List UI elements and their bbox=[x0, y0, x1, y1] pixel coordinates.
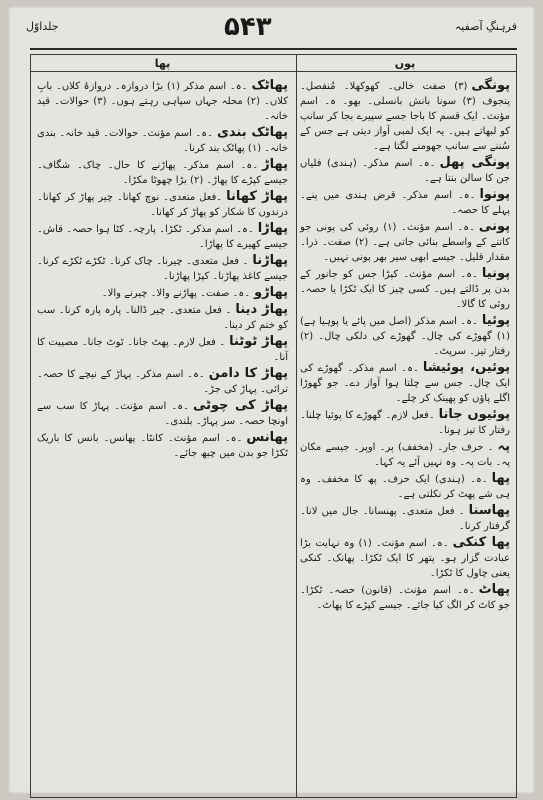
entry-headword: پھاڑ ٹوٹنا bbox=[229, 334, 288, 349]
right-entries bbox=[300, 78, 510, 613]
left-column-title: پھا bbox=[31, 55, 294, 72]
entry-headword: پھاڑنا bbox=[252, 253, 288, 268]
entry-definition: ۔ حرف جار۔ (مخفف) پر۔ اوپر۔ جیسے مکان پہ۔ بات پہ۔ وہ نہیں آئے یہ کہا۔ bbox=[300, 442, 510, 468]
dictionary-entry bbox=[300, 360, 510, 406]
dictionary-entry bbox=[37, 125, 288, 156]
entry-definition: ۔ہ۔ صفت۔ پھاڑنے والا۔ چیرنے والا۔ bbox=[101, 288, 251, 299]
dictionary-entry bbox=[300, 407, 510, 438]
entry-headword: پھاڑا bbox=[257, 221, 288, 236]
volume-label: جلداوّل bbox=[26, 20, 59, 33]
dictionary-entry bbox=[300, 219, 510, 265]
dictionary-entry bbox=[300, 439, 510, 470]
entry-definition: ۔ہ۔ اسم مذکر (اصل میں پائے یا پوہیا ہے) (۱) گھوڑے کی چال۔ گھوڑے کی دلکی چال۔ (۲) رفتار تیز۔ سرپٹ۔ bbox=[300, 316, 510, 357]
entry-headword: پھاڑو bbox=[254, 285, 288, 300]
entry-headword: پوئیں، پوئیشا bbox=[422, 360, 510, 375]
entry-headword: پونگی bbox=[471, 78, 510, 93]
entry-headword: پونیا bbox=[481, 266, 510, 281]
dictionary-entry bbox=[300, 313, 510, 359]
entry-headword: پھانس bbox=[246, 430, 288, 445]
dictionary-entry bbox=[37, 366, 288, 397]
entry-definition: ۔فعل لازم۔ گھوڑے کا پوئیا چلنا۔ رفتار کا تیز ہونا۔ bbox=[300, 410, 510, 436]
entry-definition: ۔ہ۔ اسم مذکر (۱) بڑا دروازہ۔ دروازۂ کلاں۔ بابِ کلاں۔ (۲) محلہ جہاں سپاہی رہتے ہوں۔ (۳) حوالات۔ قید خانہ۔ bbox=[37, 81, 288, 122]
entry-definition: ۔ہ۔ اسم مؤنث۔ کانٹا۔ پھانس۔ بانس کا باریک ٹکڑا جو بدن میں چبھ جائے۔ bbox=[37, 433, 288, 459]
dictionary-entry bbox=[37, 157, 288, 188]
dictionary-entry bbox=[300, 187, 510, 218]
dictionary-entry bbox=[300, 155, 510, 186]
entry-headword: پھاسنا bbox=[468, 503, 510, 518]
entry-headword: پھاٹک بندی bbox=[217, 125, 288, 140]
dictionary-entry bbox=[300, 471, 510, 502]
dictionary-entry bbox=[37, 78, 288, 124]
dictionary-entry bbox=[37, 334, 288, 365]
dictionary-entry bbox=[300, 582, 510, 613]
dictionary-entry bbox=[37, 285, 288, 301]
dictionary-entry bbox=[37, 398, 288, 429]
dictionary-entry bbox=[300, 535, 510, 581]
entry-definition: ۔ہ۔ اسم مؤنث۔ (قانون) حصہ۔ ٹکڑا۔ جو کاٹ کر الگ کیا جائے۔ جیسے کپڑے کا پھاٹ۔ bbox=[300, 585, 510, 611]
entry-definition: ۔ فعل متعدی۔ چیر ڈالنا۔ پارہ پارہ کرنا۔ سب کو ختم کر دینا۔ bbox=[37, 305, 288, 331]
entry-headword: پھاڑ bbox=[262, 157, 288, 172]
entry-definition: ۔ہ۔ اسم مؤنث۔ (۱) روئی کی پونی جو کاتنے کے واسطے بنائی جاتی ہے۔ (۲) صفت۔ ذرا۔ مقدار قلیل۔ جیسے ابھی سیر بھر پونی نہیں۔ bbox=[300, 222, 510, 263]
entry-definition: ۔ہ۔ اسم مؤنث۔ حوالات۔ قید خانہ۔ بندی خانہ۔ (۱) پھاٹک بند کرنا۔ bbox=[37, 128, 288, 154]
entry-headword: پونوا bbox=[479, 187, 510, 202]
entry-headword: پہ bbox=[497, 439, 510, 454]
entry-definition: ۔ہ۔ اسم مذکر۔ قرض ہندی میں پنے۔ پہلے کا حصہ۔ bbox=[300, 190, 510, 216]
book-title: فرہنگِ آصفیہ bbox=[454, 20, 517, 33]
header-rule bbox=[30, 48, 517, 50]
dictionary-entry bbox=[37, 302, 288, 333]
entry-headword: پوئیوں جانا bbox=[438, 407, 510, 422]
entry-definition: ۔ہ۔ اسم مذکر۔ ٹکڑا۔ پارچہ۔ کٹا ہوا حصہ۔ قاش۔ جیسے کھیرے کا پھاڑا۔ bbox=[37, 224, 288, 250]
entry-definition: (۳) صفت خالی۔ کھوکھلا۔ مُنفصل۔ پنجوف (۳) سونا بانش بانسلی۔ بھو۔ ہ۔ اسم مؤنث۔ ایک قسم کا باجا جسے سپیرے بجا کر سانپ کو لبھاتے ہیں۔ یہ ایک لمبی آواز دیتی ہے جس کے سُننے سے سانپ جھومنے لگتا ہے۔ bbox=[300, 81, 511, 152]
entry-headword: پھاڑ دینا bbox=[235, 302, 288, 317]
entry-definition: ۔ فعل متعدی۔ پھنسانا۔ جال میں لانا۔ گرفتار کرنا۔ bbox=[300, 506, 510, 532]
entry-definition: ۔ہ۔ اسم مذکر۔ پھاڑنے کا حال۔ چاک۔ شگاف۔ جیسے کپڑے کا پھاڑ۔ (۲) بڑا چھوٹا مکڑا۔ bbox=[37, 160, 288, 186]
entry-definition: ۔فعل متعدی۔ نوچ کھانا۔ چیر پھاڑ کر کھانا۔ درندوں کا شکار کو پھاڑ کر کھانا۔ bbox=[37, 192, 288, 218]
entry-definition: ۔ہ۔ اسم مذکر۔ پہاڑ کے نیچے کا حصہ۔ ترائی۔ پہاڑ کی جڑ۔ bbox=[37, 369, 288, 395]
column-divider bbox=[296, 55, 297, 797]
entry-definition: ۔ہ۔ اسم مؤنث۔ پہاڑ کا سب سے اونچا حصہ۔ سر پہاڑ۔ بلندی۔ bbox=[37, 401, 288, 427]
entry-headword: پھا کنکی bbox=[452, 535, 511, 550]
entry-definition: ۔ فعل لازم۔ پھٹ جانا۔ ٹوٹ جانا۔ مصیبت کا آنا۔ bbox=[37, 337, 288, 363]
entry-headword: پھاٹ bbox=[478, 582, 510, 597]
dictionary-entry bbox=[37, 253, 288, 284]
page-number: ۵۴۳ bbox=[224, 12, 272, 42]
entry-headword: پونی bbox=[478, 219, 510, 234]
left-column bbox=[37, 56, 288, 791]
dictionary-entry bbox=[37, 189, 288, 220]
right-column-title: پوں bbox=[294, 55, 516, 72]
entry-headword: پھاڑ کھانا bbox=[226, 189, 288, 204]
dictionary-entry bbox=[37, 430, 288, 461]
entry-headword: پونگی پھل bbox=[439, 155, 511, 170]
entry-headword: پوئیا bbox=[481, 313, 510, 328]
columns-frame bbox=[30, 54, 517, 798]
entry-definition: ۔ہ۔ اسم مذکر۔ (ہندی) فلیاں جن کا سالن بنتا ہے۔ bbox=[300, 158, 510, 184]
left-entries bbox=[37, 78, 288, 461]
entry-definition: ۔ہ۔ اسم مؤنث۔ کپڑا جس کو جانور کے بدن پر ڈالتے ہیں۔ کسی چیز کا ایک ٹکڑا یا حصہ۔ روئی کا گالا۔ bbox=[300, 269, 510, 310]
entry-headword: پھاٹک bbox=[251, 78, 288, 93]
entry-definition: ۔ فعل متعدی۔ چیرنا۔ چاک کرنا۔ ٹکڑے ٹکڑے کرنا۔ جیسے کاغذ پھاڑنا۔ کپڑا پھاڑنا۔ bbox=[37, 256, 288, 282]
dictionary-entry bbox=[300, 503, 510, 534]
entry-definition: ۔ہ۔ اسم مذکر۔ گھوڑے کی ایک چال۔ جس سے چلتا ہوا آواز دے۔ جو گھوڑا اگلے پاؤں کو پھینک کر چلے۔ bbox=[300, 363, 510, 404]
dictionary-entry bbox=[300, 78, 510, 154]
entry-headword: پھاڑ کی چوٹی bbox=[192, 398, 288, 413]
entry-definition: ۔ہ۔ (ہندی) ایک حرف۔ پھ کا مخفف۔ وہ ہی شے پھٹ کر نکلتی ہے۔ bbox=[300, 474, 510, 500]
entry-definition: ۔ہ۔ اسم مؤنث۔ (۱) وہ نہایت بڑا عبادت گزار ہو۔ پتھر کا ایک ٹکڑا۔ پھانک۔ کنکی یعنی چاول کا ٹکڑا۔ bbox=[300, 538, 510, 579]
entry-headword: پھا bbox=[491, 471, 510, 486]
dictionary-entry bbox=[37, 221, 288, 252]
right-column bbox=[300, 56, 511, 791]
dictionary-entry bbox=[300, 266, 510, 312]
dictionary-page bbox=[8, 6, 535, 794]
entry-headword: پھاڑ کا دامن bbox=[208, 366, 288, 381]
